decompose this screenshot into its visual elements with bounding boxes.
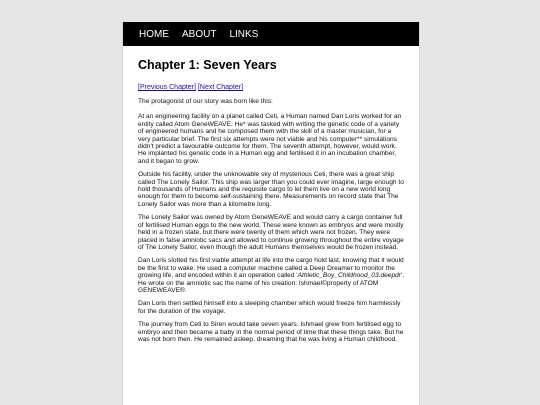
paragraph-3: The Lonely Sailor was owned by Atom GeneWEAVE and would carry a cargo container full of fertilised Human eggs to the new world. These were known as embryos and were mostly held in a frozen state, but there were twenty of them which were not frozen. They were placed in false amniotic sacs and allowed to continue growing throughout the entire voyage of The Lonely Sailor, even though the adult Humans themselves would be frozen instead. <box>138 214 404 251</box>
paragraph-5: Dan Loris then settled himself into a sleeping chamber which would freeze him harmlessly for the duration of the voyage. <box>138 300 401 315</box>
next-chapter-link[interactable]: [Next Chapter] <box>197 84 244 91</box>
paragraph-6: The journey from Ceti to Siren would take seven years. Ishmael grew from fertilised egg to embryo and then became a baby in the normal period of time that these things take. But he was not born then. He remained asleep, dreaming that he was living a Human childhood. <box>138 321 404 343</box>
paragraph-4-text-a: Dan Loris slotted his first viable attempt at life into the cargo hold last, knowing that it would be the first to wake. He used a computer machine called a Deep Dreamer to monitor the growing life, and encoded within it an operation called ' <box>138 257 404 280</box>
paragraph-1: At an engineering facility on a planet called Ceti, a Human named Dan Loris worked for an entity called Atom GeneWEAVE. He* was tasked with writing the genetic code of a variety of engineered humans and he composed them with the skill of a master musician, for a very particular brief. The first six attempts were not viable and his computer** simulations didn't predict a favourable outcome for them. The seventh attempt, however, would work. He implanted his genetic code in a Human egg and fertilised it in an incubation chamber, and it began to grow. <box>138 113 402 165</box>
chapter-title: Chapter 1: Seven Years <box>138 58 277 72</box>
nav-home-link[interactable]: HOME <box>139 28 169 40</box>
paragraph-2: Outside his facility, under the unknowable sky of mysterious Ceti, there was a great ship called The Lonely Sailor. This ship was larger than you could ever imagine, large enough to hold thousands of Humans and the requisite cargo to let them live on a new world long enough for them to become self-sustaining there. Measurements on record state that The Lonely Sailor was more than a kilometre long. <box>138 171 404 208</box>
operation-filename: Athletic_Boy_Childhood_03.deepdr <box>297 272 402 280</box>
top-nav-bar <box>123 22 419 46</box>
page-container <box>122 22 420 405</box>
nav-about-link[interactable]: ABOUT <box>182 28 217 40</box>
chapter-content <box>123 46 419 343</box>
previous-chapter-link[interactable]: [Previous Chapter] <box>138 84 196 91</box>
paragraph-intro: The protagonist of our story was born like this: <box>138 98 273 105</box>
chapter-navigation <box>138 84 405 91</box>
paragraph-4-text-b: '. He wrote on the amniotic sac the name of his creation: Ishmael©property of ATOM GENEWEAVE®. <box>138 272 405 294</box>
paragraph-4 <box>138 257 405 294</box>
nav-links-link[interactable]: LINKS <box>229 28 259 40</box>
